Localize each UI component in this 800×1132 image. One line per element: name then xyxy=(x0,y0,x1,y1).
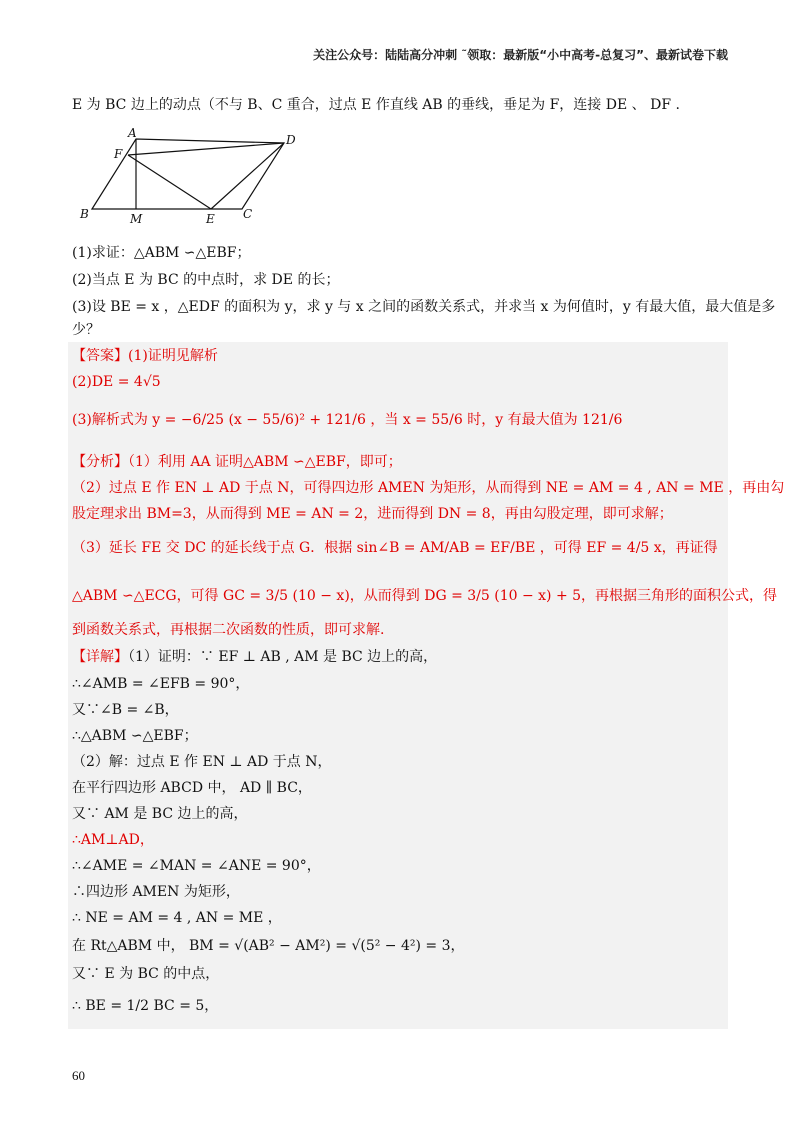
analysis-p1: （1）利用 AA 证明△ABM ∽△EBF，即可； xyxy=(128,454,402,470)
segment-fe xyxy=(128,155,211,209)
detail-l2: ∴∠AMB = ∠EFB = 90°， xyxy=(72,676,250,692)
label-f: F xyxy=(114,147,123,161)
segment-fd xyxy=(128,143,284,155)
segment-ed xyxy=(211,143,284,209)
answer-line1 xyxy=(72,346,218,366)
detail-l3: 又∵∠B = ∠B， xyxy=(72,702,179,718)
detail-l4: ∴△ABM ∽△EBF； xyxy=(72,728,198,744)
answer-1: (1)证明见解析 xyxy=(128,348,218,364)
detail-l10: ∴四边形 AMEN 为矩形， xyxy=(72,884,240,900)
detail-l14: ∴ BE = 1/2 BC = 5， xyxy=(72,998,219,1014)
label-a: A xyxy=(128,126,137,140)
label-b: B xyxy=(80,207,89,221)
detail-l9: ∴∠AME = ∠MAN = ∠ANE = 90°， xyxy=(72,858,321,874)
detail-line1 xyxy=(72,647,437,667)
label-d: D xyxy=(286,133,296,147)
answer-3: (3)解析式为 y = −6/25 (x − 55/6)² + 121/6 ，当 x = 55/6 时，y 有最大值为 121/6 xyxy=(72,412,623,428)
detail-l11: ∴ NE = AM = 4 , AN = ME ， xyxy=(72,910,282,926)
page-number: 60 xyxy=(72,1068,85,1083)
question-intro: E 为 BC 边上的动点（不与 B、C 重合，过点 E 作直线 AB 的垂线，垂足为 F，连接 DE 、 DF . xyxy=(72,97,680,113)
detail-l5: （2）解：过点 E 作 EN ⊥ AD 于点 N， xyxy=(72,754,332,770)
detail-l12: 在 Rt△ABM 中， BM = √(AB² − AM²) = √(5² − 4²) = 3， xyxy=(72,938,465,954)
analysis-tag: 【分析】 xyxy=(72,454,128,470)
analysis-p3b: △ABM ∽△ECG，可得 GC = 3/5 (10 − x)，从而得到 DG = 3/5 (10 − x) + 5，再根据三角形的面积公式，得 xyxy=(72,588,778,604)
detail-l7: 又∵ AM 是 BC 边上的高， xyxy=(72,806,248,822)
question-part3b: 少？ xyxy=(72,322,100,338)
parallelogram-diagram xyxy=(78,126,308,226)
analysis-p2b: 股定理求出 BM=3，从而得到 ME = AN = 2，进而得到 DN = 8，再由勾股定理，即可求解； xyxy=(72,506,673,522)
detail-l8: ∴AM⊥AD， xyxy=(72,832,154,848)
analysis-p3a: （3）延长 FE 交 DC 的延长线于点 G．根据 sin∠B = AM/AB = EF/BE ，可得 EF = 4/5 x，再证得 xyxy=(72,540,718,556)
analysis-p2a: （2）过点 E 作 EN ⊥ AD 于点 N，可得四边形 AMEN 为矩形，从而得到 NE = AM = 4 , AN = ME ，再由勾 xyxy=(72,480,785,496)
analysis-line1 xyxy=(72,452,402,472)
analysis-p3c: 到函数关系式，再根据二次函数的性质，即可求解. xyxy=(72,622,385,638)
label-m: M xyxy=(130,212,143,226)
label-c: C xyxy=(243,207,253,221)
question-part2: (2)当点 E 为 BC 的中点时，求 DE 的长； xyxy=(72,272,340,288)
label-e: E xyxy=(206,212,215,226)
answer-2: (2)DE = 4√5 xyxy=(72,374,161,390)
detail-l6: 在平行四边形 ABCD 中， AD ∥ BC， xyxy=(72,780,312,796)
detail-tag: 【详解】 xyxy=(72,649,128,665)
question-part3a: (3)设 BE = x ，△EDF 的面积为 y，求 y 与 x 之间的函数关系式，并求当 x 为何值时，y 有最大值，最大值是多 xyxy=(72,299,776,315)
question-part1: (1)求证：△ABM ∽△EBF； xyxy=(72,245,251,261)
answer-tag: 【答案】 xyxy=(72,348,128,364)
page-header: 关注公众号：陆陆高分冲刺 ˜领取：最新版“小中高考-总复习”、最新试卷下载 xyxy=(313,48,728,62)
detail-l1: （1）证明：∵ EF ⊥ AB , AM 是 BC 边上的高， xyxy=(128,649,438,665)
detail-l13: 又∵ E 为 BC 的中点， xyxy=(72,966,220,982)
